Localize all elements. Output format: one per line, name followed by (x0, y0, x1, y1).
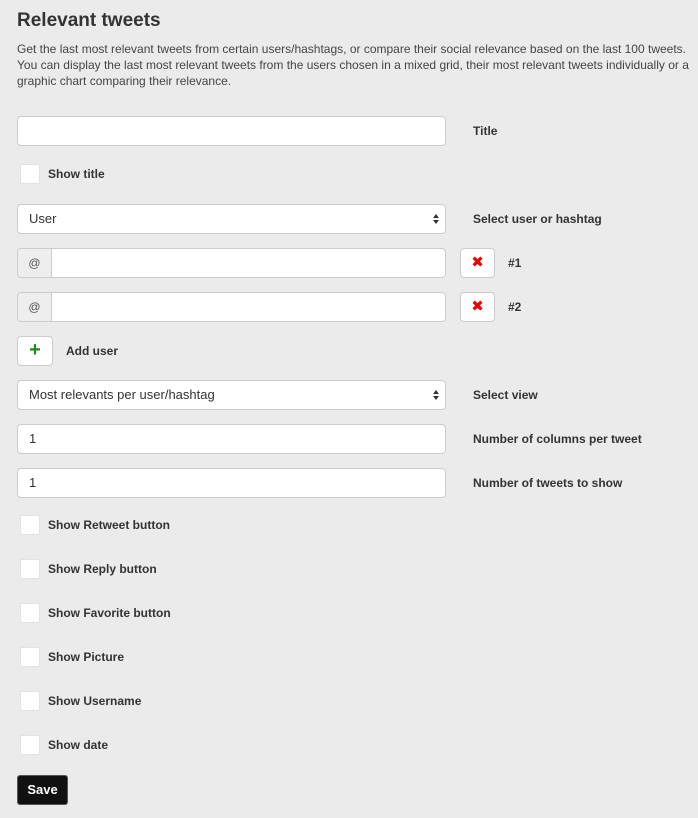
show-date-label: Show date (48, 738, 109, 752)
at-prefix: @ (18, 293, 52, 321)
source-select-label: Select user or hashtag (473, 212, 602, 226)
columns-input[interactable]: 1 (17, 424, 446, 454)
show-picture-checkbox[interactable] (20, 647, 40, 667)
title-input[interactable] (17, 116, 446, 146)
close-icon: ✖ (471, 254, 484, 271)
view-select-label: Select view (473, 388, 538, 402)
source-select[interactable] (17, 204, 446, 234)
show-date-checkbox[interactable] (20, 735, 40, 755)
show-reply-label: Show Reply button (48, 562, 157, 576)
user-input-2[interactable] (17, 292, 446, 322)
page-description: Get the last most relevant tweets from certain users/hashtags, or compare their social relevance based on the last 100 tweets. You can display the last most relevant tweets from the users chosen in a mixed grid, their most relevant tweets individually or a graphic chart comparing their relevance. (17, 42, 689, 88)
show-picture-label: Show Picture (48, 650, 125, 664)
remove-user-2-button[interactable] (460, 292, 495, 322)
show-title-label: Show title (48, 167, 105, 181)
user-2-index-label: #2 (508, 300, 522, 314)
tweets-count-label: Number of tweets to show (473, 476, 623, 490)
add-user-button[interactable] (17, 336, 53, 366)
show-retweet-label: Show Retweet button (48, 518, 170, 532)
view-select-value: Most relevants per user/hashtag (29, 387, 215, 402)
show-retweet-checkbox[interactable] (20, 515, 40, 535)
tweets-count-input[interactable]: 1 (17, 468, 446, 498)
add-user-label: Add user (66, 344, 119, 358)
title-label: Title (473, 124, 498, 138)
view-select[interactable] (17, 380, 446, 410)
show-username-checkbox[interactable] (20, 691, 40, 711)
show-favorite-checkbox[interactable] (20, 603, 40, 623)
columns-label: Number of columns per tweet (473, 432, 642, 446)
source-select-value: User (29, 211, 57, 226)
show-reply-checkbox[interactable] (20, 559, 40, 579)
close-icon: ✖ (471, 298, 484, 315)
user-1-index-label: #1 (508, 256, 522, 270)
show-favorite-label: Show Favorite button (48, 606, 171, 620)
page-title: Relevant tweets (17, 10, 161, 31)
show-username-label: Show Username (48, 694, 142, 708)
plus-icon: + (29, 339, 41, 361)
remove-user-1-button[interactable] (460, 248, 495, 278)
save-button[interactable]: Save (17, 775, 68, 805)
user-input-1[interactable] (17, 248, 446, 278)
show-title-checkbox[interactable] (20, 164, 40, 184)
at-prefix: @ (18, 249, 52, 277)
